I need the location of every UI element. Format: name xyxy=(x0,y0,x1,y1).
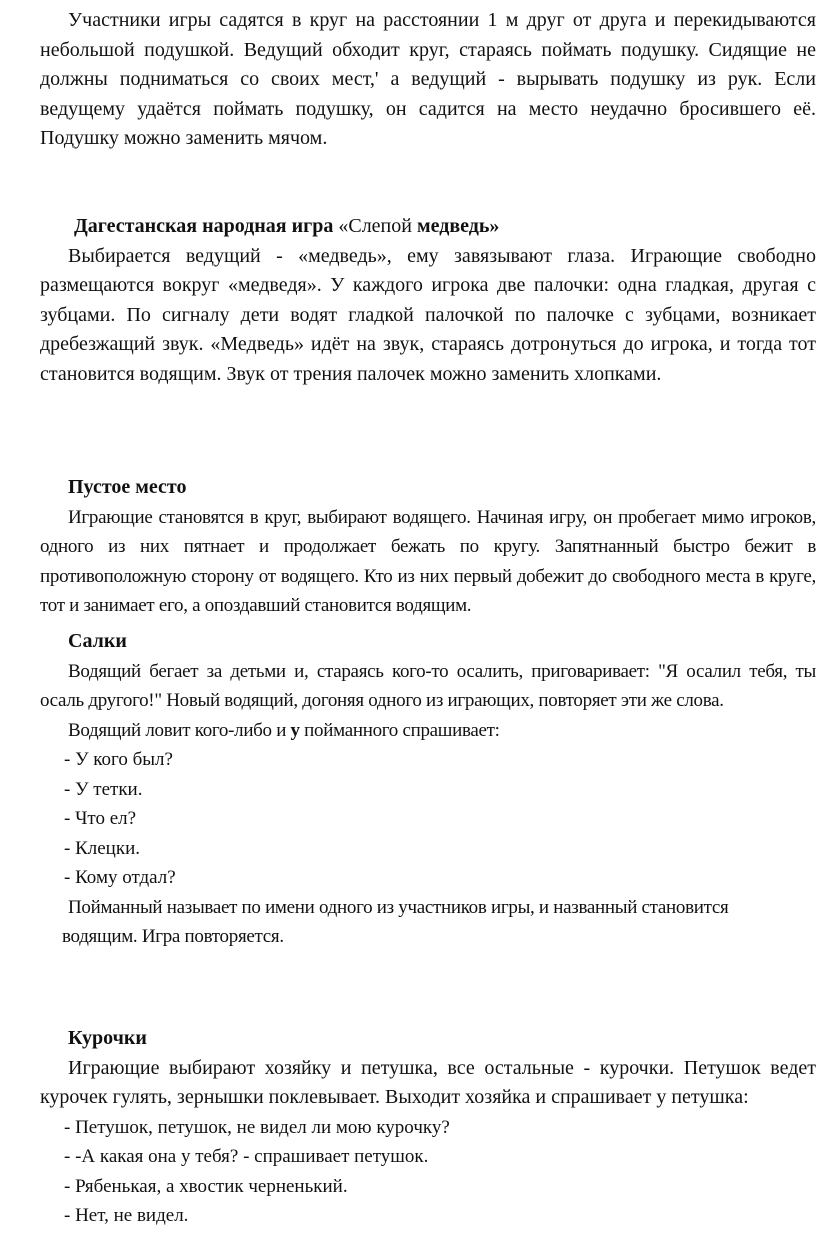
kurochki-section xyxy=(40,1024,816,1231)
kurochki-title xyxy=(40,1024,816,1054)
empty-place-section xyxy=(40,473,816,621)
kurochki-dialogue-line: - Петушок, петушок, не видел ли мою курочку? xyxy=(64,1116,450,1138)
kurochki-paragraph: Играющие выбирают хозяйку и петушка, все остальные - курочки. Петушок ведет курочек гулять, зернышки поклевывает. Выходит хозяйка и спрашивает у петушка: xyxy=(40,1056,816,1108)
blind-bear-title xyxy=(40,212,816,242)
kurochki-dialogue-line: - Нет, не видел. xyxy=(64,1205,189,1226)
salki-paragraph-4: водящим. Игра повторяется. xyxy=(62,926,284,947)
salki-dialogue-line: - Клецки. xyxy=(64,837,140,859)
blind-bear-section xyxy=(40,212,816,389)
salki-paragraph-3: Пойманный называет по имени одного из участников игры, и названный становится xyxy=(68,896,729,918)
salki-title-text: Салки xyxy=(68,630,127,652)
blind-bear-paragraph: Выбирается ведущий - «медведь», ему завязывают глаза. Играющие свободно размещаются вокруг «медведя». У каждого игрока две палочки: одна гладкая, другая с зубцами. По сигналу дети водят гладкой палочкой по палочке с зубцами, возникает дребезжащий звук. «Медведь» идёт на звук, стараясь дотронуться до игрока, и тогда тот становится водящим. Звук от трения палочек можно заменить хлопками. xyxy=(40,244,816,385)
salki-paragraph-2-b: у xyxy=(290,719,300,741)
salki-dialogue-line: - У тетки. xyxy=(64,778,143,800)
intro-paragraph: Участники игры садятся в круг на расстоянии 1 м друг от друга и перекидываются небольшой подушкой. Ведущий обходит круг, стараясь поймать подушку. Сидящие не должны подниматься со своих мест,' а ведущий - вырывать подушку из рук. Если ведущему удаётся поймать подушку, он садится на место неудачно бросившего её. Подушку можно заменить мячом. xyxy=(40,9,816,149)
blind-bear-title-bold2: медведь» xyxy=(416,215,500,237)
empty-place-paragraph: Играющие становятся в круг, выбирают водящего. Начиная игру, он пробегает мимо игроков, одного из них пятнает и продолжает бежать по кругу. Запятнанный быстро бежит в противоположную сторону от водящего. Кто из них первый добежит до свободного места в круге, тот и занимает его, а опоздавший становится водящим. xyxy=(40,506,816,616)
salki-dialogue-line: - Что ел? xyxy=(64,808,137,829)
kurochki-title-text: Курочки xyxy=(68,1027,147,1049)
salki-paragraph-2 xyxy=(40,716,816,746)
salki-paragraph-2-c: пойманного спрашивает: xyxy=(299,719,500,741)
salki-dialogue-line: - У кого был? xyxy=(64,749,173,770)
blind-bear-title-bold: Дагестанская народная игра xyxy=(74,215,334,237)
kurochki-dialogue-line: - -А какая она у тебя? - спрашивает петушок. xyxy=(64,1146,429,1167)
salki-section xyxy=(40,627,816,952)
intro-section xyxy=(40,6,816,154)
salki-paragraph-2-a: Водящий ловит кого-либо и xyxy=(68,719,291,741)
kurochki-dialogue-line: - Рябенькая, а хвостик черненький. xyxy=(64,1175,348,1197)
empty-place-title xyxy=(40,473,816,503)
empty-place-title-text: Пустое место xyxy=(68,476,187,498)
salki-title xyxy=(40,627,816,657)
salki-paragraph-1: Водящий бегает за детьми и, стараясь кого-то осалить, приговаривает: "Я осалил тебя, ты осаль другого!" Новый водящий, догоняя одного из играющих, повторяет эти же слова. xyxy=(40,660,816,711)
blind-bear-title-normal: «Слепой xyxy=(338,215,412,237)
salki-dialogue-line: - Кому отдал? xyxy=(64,867,176,888)
